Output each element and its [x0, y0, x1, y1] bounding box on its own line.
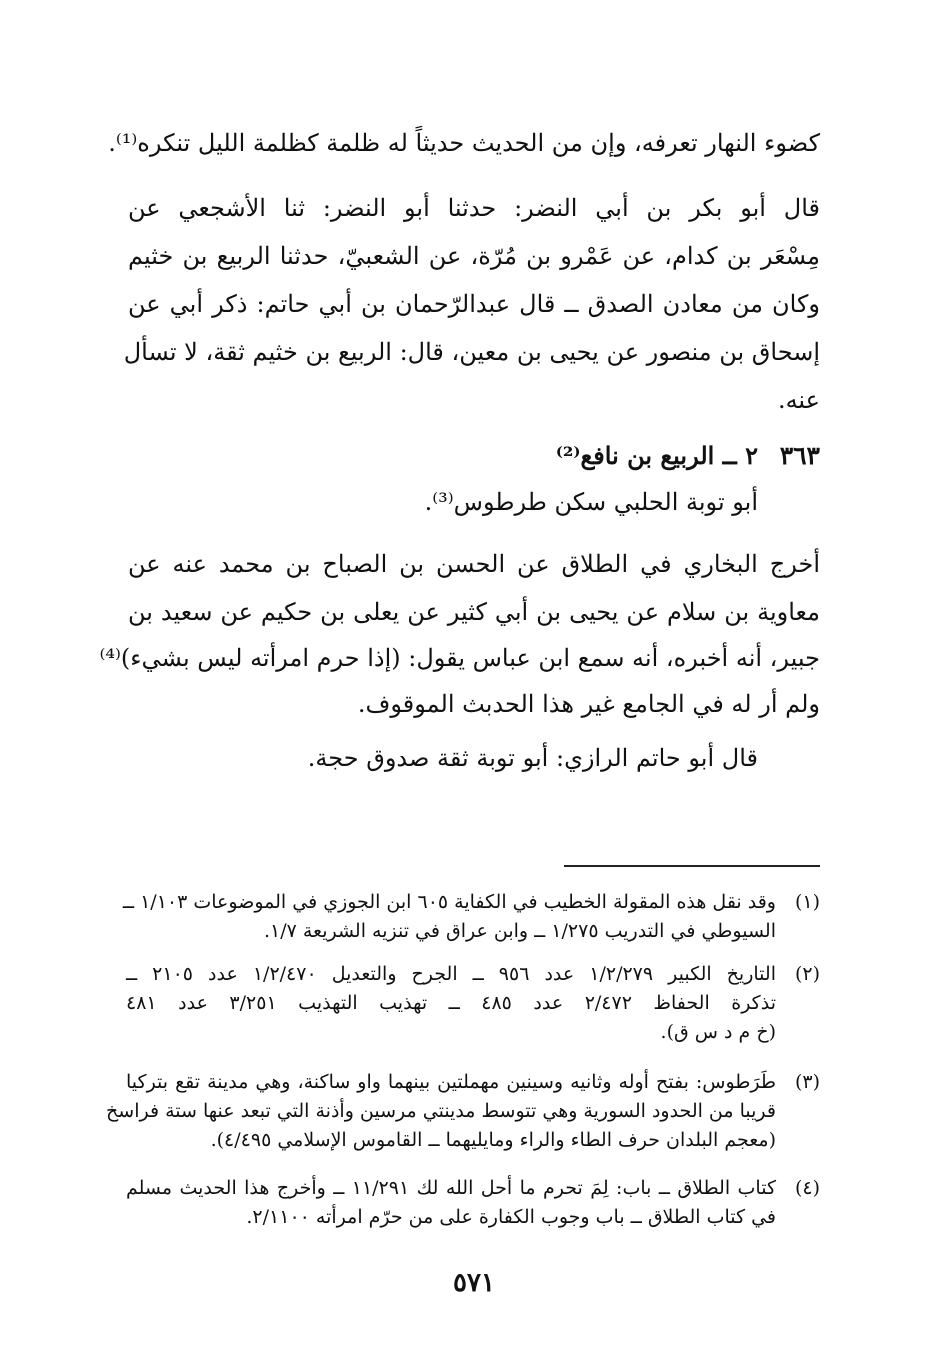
footnote-number: (١) — [794, 891, 820, 913]
footnote-line: (معجم البلدان حرف الطاء والراء ومايليهما ــ القاموس الإسلامي ٤/٤٩٥). — [210, 1129, 776, 1151]
footnote-line: التاريخ الكبير ١/٢/٢٧٩ عدد ٩٥٦ ــ الجرح والتعديل ١/٢/٤٧٠ عدد ٢١٠٥ ــ — [126, 963, 776, 985]
paragraph-line: إسحاق بن منصور عن يحيى بن معين، قال: الربيع بن خثيم ثقة، لا تسأل — [123, 338, 820, 366]
footnote-1 — [122, 888, 820, 948]
entry-number: ٣٦٣ — [779, 441, 820, 470]
paragraph-line: عنه. — [777, 386, 820, 414]
footnote-number: (٤) — [794, 1177, 820, 1199]
footnote-line: قريبا من الحدود السورية وهي تتوسط مدينتي مرسين وأذنة التي تبعد عنها ستة فراسخ — [106, 1100, 776, 1122]
entry-subline: أبو توبة الحلبي سكن طرطوس⁽³⁾. — [424, 488, 758, 516]
page-number: ٥٧١ — [453, 1268, 495, 1298]
paragraph-continuation: كضوء النهار تعرفه، وإن من الحديث حديثاً له ظلمة كظلمة الليل تنكره⁽¹⁾. — [108, 129, 820, 157]
footnote-number: (٣) — [794, 1071, 820, 1093]
paragraph-line: أخرج البخاري في الطلاق عن الحسن بن الصباح بن محمد عنه عن — [128, 550, 820, 578]
paragraph-line: معاوية بن سلام عن يحيى بن أبي كثير عن يعلى بن حكيم عن سعيد بن — [128, 598, 820, 626]
paragraph-line: مِسْعَر بن كدام، عن عَمْرو بن مُرّة، عن الشعبيّ، حدثنا الربيع بن خثيم — [128, 242, 820, 270]
entry-heading: ٢ ــ الربيع بن نافع⁽²⁾ — [555, 441, 758, 470]
paragraph-line: ولم أر له في الجامع غير هذا الحدبث الموقوف. — [357, 690, 820, 718]
footnote-3 — [106, 1068, 820, 1158]
paragraph-line: قال أبو حاتم الرازي: أبو توبة ثقة صدوق حجة. — [307, 744, 758, 772]
footnote-line: وقد نقل هذه المقولة الخطيب في الكفاية ٦٠٥ ابن الجوزي في الموضوعات ١/١٠٣ ــ — [122, 891, 776, 913]
footnote-line: تذكرة الحفاظ ٢/٤٧٢ عدد ٤٨٥ ــ تهذيب التهذيب ٣/٢٥١ عدد ٤٨١ — [126, 992, 776, 1014]
footnote-line: كتاب الطلاق ــ باب: لِمَ تحرم ما أحل الله لك ١١/٢٩١ ــ وأخرج هذا الحديث مسلم — [126, 1177, 776, 1199]
footnote-2 — [126, 960, 820, 1050]
footnote-4 — [126, 1174, 820, 1234]
footnote-separator — [564, 865, 820, 867]
footnote-line: السيوطي في التدريب ١/٢٧٥ ــ وابن عراق في تنزيه الشريعة ١/٧. — [263, 920, 776, 942]
paragraph-line: وكان من معادن الصدق ــ قال عبدالرّحمان بن أبي حاتم: ذكر أبي عن — [128, 290, 820, 318]
footnote-line: طَرَطوس: بفتح أوله وثانيه وسينين مهملتين بينهما واو ساكنة، وهي مدينة تقع بتركيا — [126, 1071, 776, 1093]
footnote-line: في كتاب الطلاق ــ باب وجوب الكفارة على من حرّم امرأته ٢/١١٠٠. — [246, 1206, 776, 1228]
footnote-line: (خ م د س ق). — [660, 1021, 776, 1043]
footnote-number: (٢) — [794, 963, 820, 985]
paragraph-line: قال أبو بكر بن أبي النضر: حدثنا أبو النضر: ثنا الأشجعي عن — [128, 194, 820, 222]
paragraph-line: جبير، أنه أخبره، أنه سمع ابن عباس يقول: (إذا حرم امرأته ليس بشيء)⁽⁴⁾ — [99, 644, 820, 672]
